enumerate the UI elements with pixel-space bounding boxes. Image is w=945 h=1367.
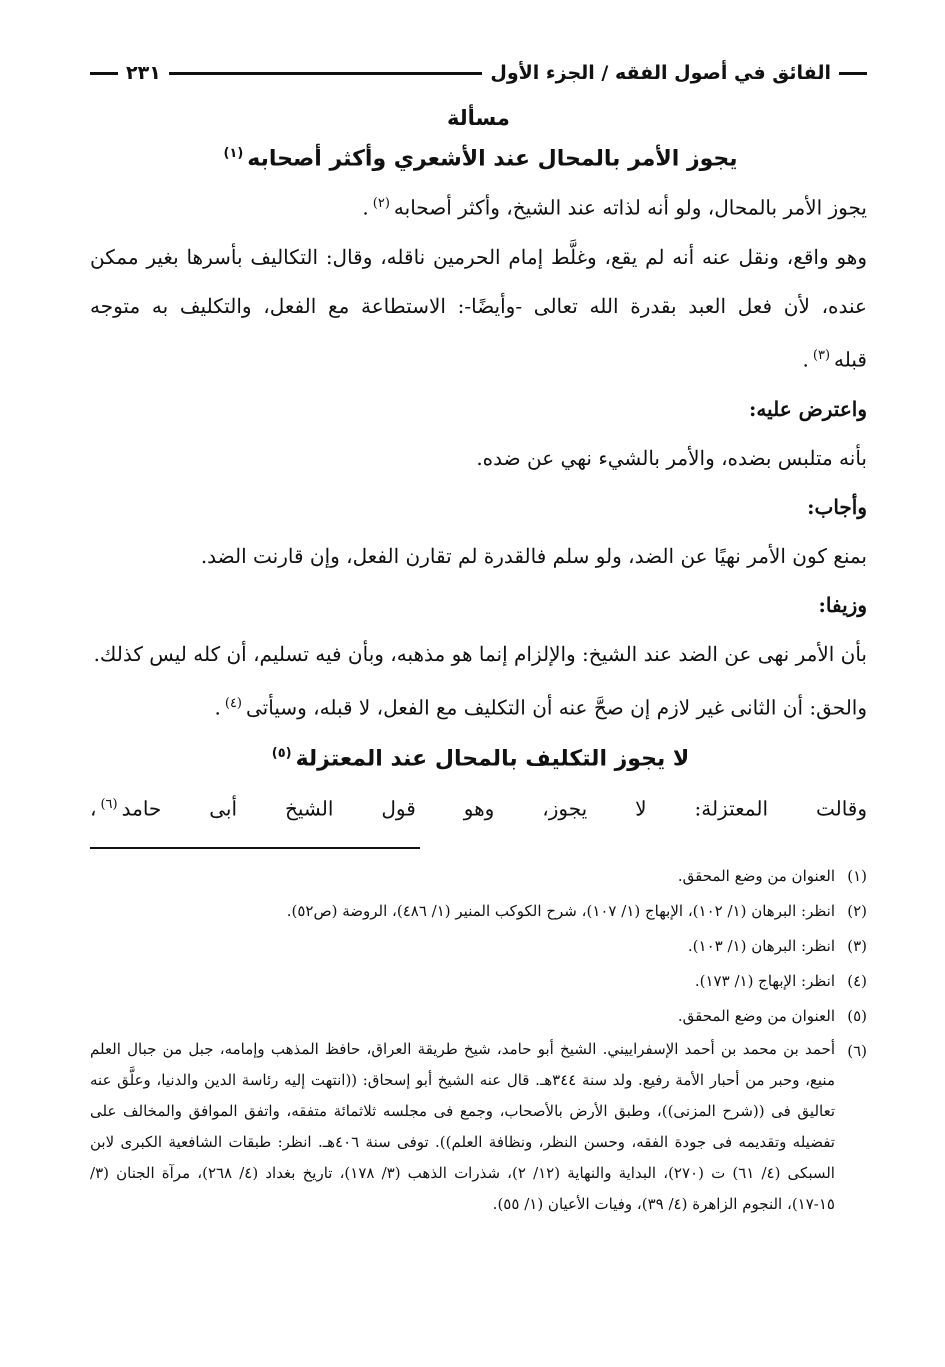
footnote-separator-wrap — [90, 833, 867, 859]
heading-mutazila — [90, 734, 867, 779]
footnote-ref-2: (٢) — [372, 196, 390, 212]
paragraph-4: بمنع كون الأمر نهيًا عن الضد، ولو سلم فالقدرة لم تقارن الفعل، وإن قارنت الضد. — [200, 543, 867, 568]
book-page — [90, 58, 867, 1347]
paragraph-7-end: ، — [90, 796, 97, 821]
paragraph-7-text: وقالت المعتزلة: لا يجوز، وهو قول الشيخ أبى حامد — [121, 796, 867, 821]
footnote — [90, 1034, 867, 1220]
footnote-number: (٤) — [847, 972, 867, 991]
footnote — [90, 999, 867, 1034]
paragraph-1-text: يجوز الأمر بالمحال، ولو أنه لذاته عند الشيخ، وأكثر أصحابه — [393, 195, 867, 220]
footnote-ref-1: (١) — [223, 146, 244, 161]
footnote-ref-3: (٣) — [812, 347, 831, 363]
paragraph-6 — [90, 679, 867, 733]
label-answer: وأجاب: — [807, 494, 867, 519]
heading-mutazila-text: لا يجوز التكليف بالمحال عند المعتزلة — [295, 746, 690, 772]
footnote-text: العنوان من وضع المحقق. — [677, 1007, 835, 1026]
footnotes — [90, 859, 867, 1220]
label-objection: واعترض عليه: — [748, 396, 867, 421]
paragraph-2-end: . — [802, 347, 809, 372]
header-dash — [839, 72, 867, 75]
footnote — [90, 894, 867, 929]
footnote-text: انظر: البرهان (١/ ١٠٢)، الإبهاج (١/ ١٠٧)، شرح الكوكب المنير (١/ ٤٨٦)، الروضة (ص٥٢). — [286, 902, 835, 921]
footnote-number: (٢) — [847, 902, 867, 921]
main-text-continued — [90, 780, 867, 834]
footnote — [90, 929, 867, 964]
footnote — [90, 859, 867, 894]
paragraph-3: بأنه متلبس بضده، والأمر بالشيء نهي عن ضده. — [476, 445, 867, 470]
section-heading-masala: مسألة — [447, 106, 510, 130]
heading-amr-bil-muhal — [90, 134, 867, 179]
paragraph-6-text: والحق: أن الثانى غير لازم إن صحَّ عنه أن التكليف مع الفعل، لا قبله، وسيأتى — [246, 695, 867, 720]
footnote-number: (٣) — [847, 937, 867, 956]
heading-text: يجوز الأمر بالمحال عند الأشعري وأكثر أصحابه — [247, 146, 738, 172]
header-rule — [169, 72, 483, 75]
footnote-text: انظر: البرهان (١/ ١٠٣). — [687, 937, 835, 956]
footnote-text: أحمد بن محمد بن أحمد الإسفراييني. الشيخ أبو حامد، شيخ طريقة العراق، حافظ المذهب وإمامه، جبل من جبال العلم منيع، وحبر من أحبار الأمة رفيع. ولد سنة ٣٤٤هـ. قال عنه الشيخ أبو إسحاق: ((انتهت إليه رئاسة الدين والدنيا، وعلَّق عنه تعاليق فى ((شرح المزنى))، وطبق الأرض بالأصحاب، وجمع فى مجلسه ثلاثمائة متفقه، واتفق الموافق والمخالف على تفضيله وتقديمه فى جودة الفقه، وحسن النظر، ونظافة العلم)). توفى سنة ٤٠٦هـ. انظر: طبقات الشافعية الكبرى لابن السبكى (٤/ ٦١) ت (٢٧٠)، البداية والنهاية (١٢/ ٢)، شذرات الذهب (٣/ ١٧٨)، تاريخ بغداد (٤/ ٢٦٨)، مرآة الجنان (٣/ ١٥-١٧)، النجوم الزاهرة (٤/ ٣٩)، وفيات الأعيان (١/ ٥٥). — [90, 1040, 835, 1214]
main-text — [90, 179, 867, 732]
footnote-number: (٦) — [847, 1042, 867, 1061]
paragraph-5: بأن الأمر نهى عن الضد عند الشيخ: والإلزام إنما هو مذهبه، وبأن فيه تسليم، أن كله ليس كذلك. — [93, 641, 867, 666]
footnote-number: (٥) — [847, 1007, 867, 1026]
paragraph-2 — [90, 233, 867, 385]
label-refuted: وزيفا: — [818, 592, 867, 617]
book-title: الفائق في أصول الفقه / الجزء الأول — [490, 62, 831, 84]
footnote-ref-4: (٤) — [224, 695, 242, 711]
paragraph-1-end: . — [362, 195, 369, 220]
footnote-ref-5: (٥) — [271, 746, 292, 762]
paragraph-1 — [90, 179, 867, 233]
footnote-text: العنوان من وضع المحقق. — [677, 867, 835, 886]
footnote-ref-6: (٦) — [100, 796, 118, 812]
paragraph-7 — [90, 780, 867, 834]
footnote-number: (١) — [847, 867, 867, 886]
footnote-text: انظر: الإبهاج (١/ ١٧٣). — [694, 972, 835, 991]
running-header — [90, 58, 867, 88]
header-dash-end — [90, 72, 118, 75]
footnote-separator — [90, 847, 420, 849]
paragraph-2-text: وهو واقع، ونقل عنه أنه لم يقع، وغلَّط إمام الحرمين ناقله، وقال: التكاليف بأسرها بغير ممكن عنده، لأن فعل العبد بقدرة الله تعالى -وأيضًا-: الاستطاعة مع الفعل، والتكليف به متوجه قبله — [90, 244, 867, 372]
paragraph-6-end: . — [214, 695, 221, 720]
page-number: ٢٣١ — [126, 62, 161, 84]
footnote — [90, 964, 867, 999]
